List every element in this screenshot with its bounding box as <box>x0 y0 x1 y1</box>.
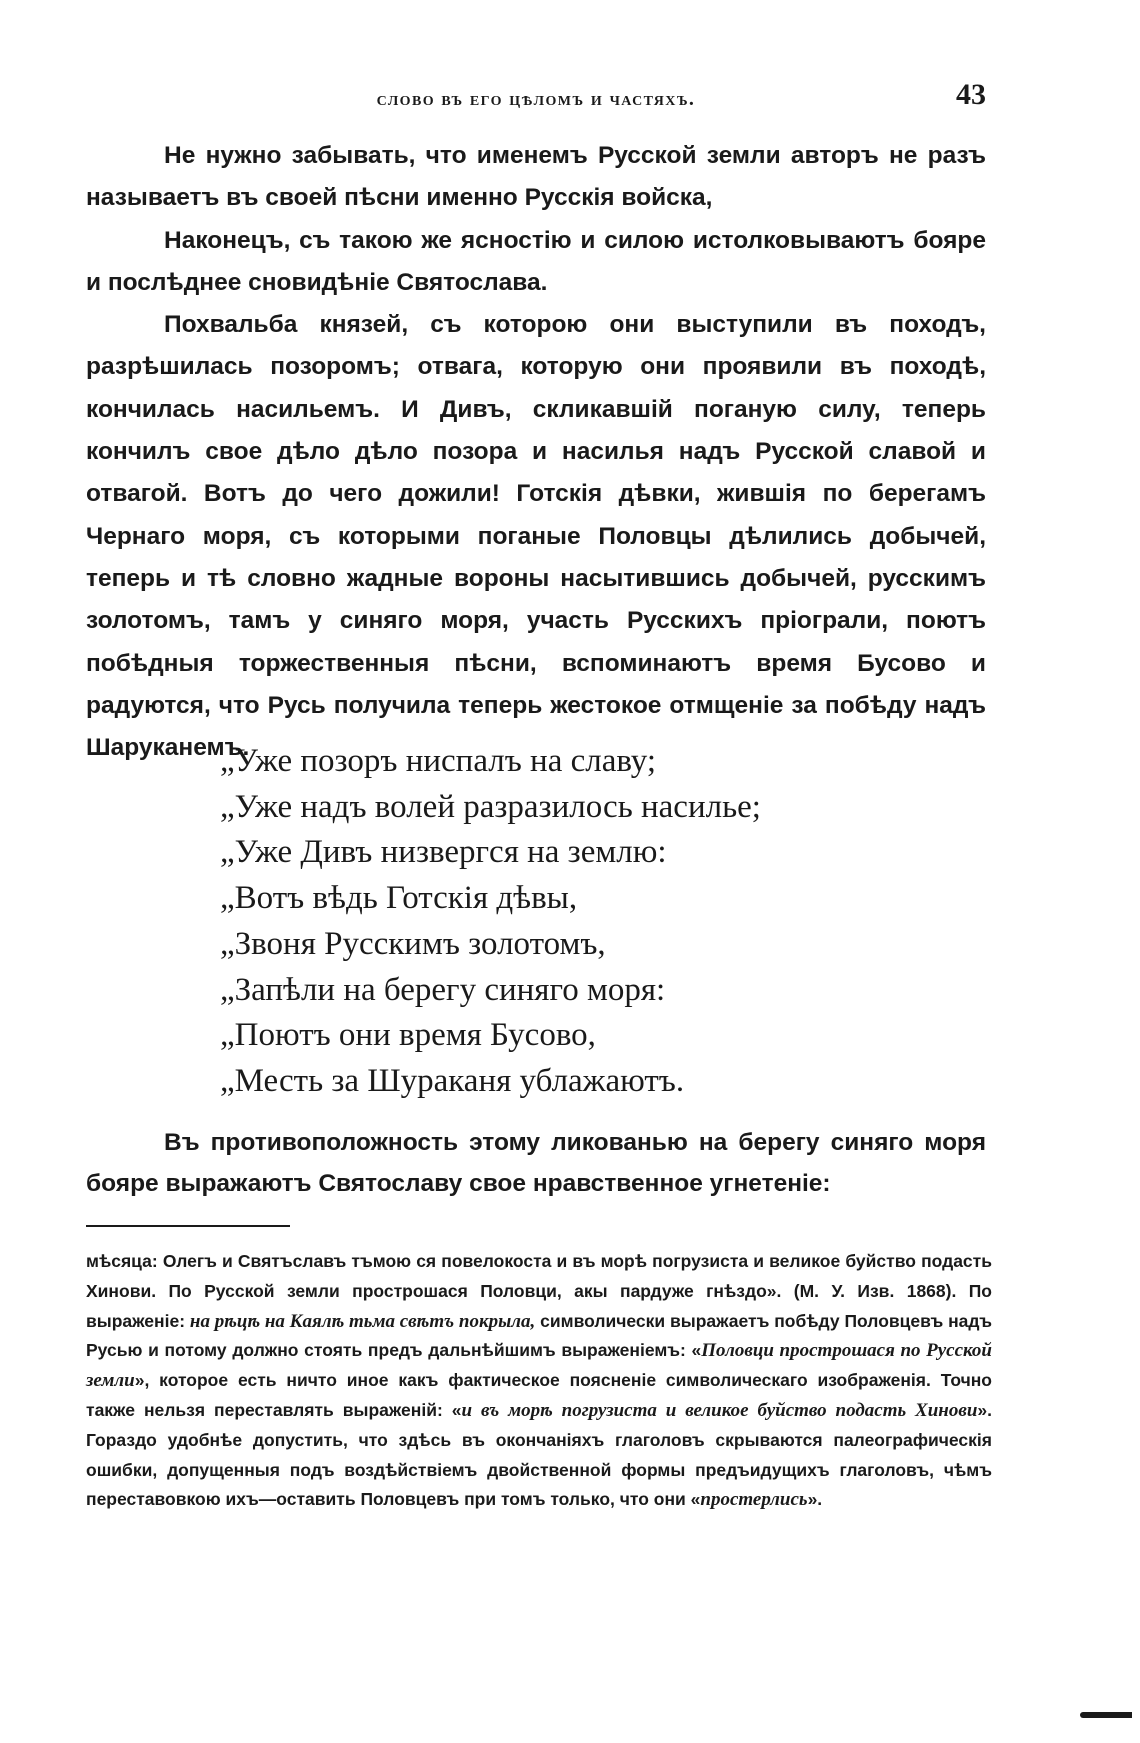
footnote-text <box>86 1247 992 1515</box>
poem-line: „Запѣли на берегу синяго моря: <box>220 971 666 1008</box>
paragraph-3: Похвальба князей, съ которою они выступили въ походъ, разрѣшилась позоромъ; отвага, которую они проявили въ походѣ, кончилась насильемъ. И Дивъ, скликавшій поганую силу, теперь кончилъ свое дѣло дѣло позора и насилья надъ Русской славой и отвагой. Вотъ до чего дожили! Готскія дѣвки, жившія по берегамъ Чернаго моря, съ которыми поганые Половцы дѣлились добычей, теперь и тѣ словно жадные вороны насытившись добычей, русскимъ золотомъ, тамъ у синяго моря, участь Русскихъ пріограли, поютъ побѣдныя торжественныя пѣсни, вспоминаютъ время Бусово и радуются, что Русь получила теперь жестокое отмщеніе за побѣду надъ Шаруканемъ. <box>86 311 986 762</box>
poem-line: „Уже надъ волей разразилось насилье; <box>220 788 761 825</box>
running-header <box>86 78 986 118</box>
footnote-text-part: мѣсяца: Олегъ и Святъславъ тъмою ся повелокоста и въ морѣ погрузиста и великое буйство подасть Хинови. По Русской земли прострошася Половци, акы пардуже гнѣздо». (М. У. Изв. 1868). По выраженіе: <box>86 1251 992 1331</box>
poem-line: „Месть за Шураканя ублажаютъ. <box>220 1062 685 1099</box>
footnote-divider <box>86 1225 290 1227</box>
footnote-text-part: », которое есть ничто иное какъ фактическое поясненіе символическаго изображенія. Точно также нельзя переставлять выраженій: « <box>86 1370 992 1420</box>
footnote <box>86 1247 992 1515</box>
page-number: 43 <box>956 78 986 111</box>
poem-line: „Поютъ они время Бусово, <box>220 1017 596 1054</box>
footnote-text-part: ». <box>807 1489 823 1510</box>
poem-line: „Звоня Русскимъ золотомъ, <box>220 925 606 962</box>
scan-corner-mark <box>1080 1712 1132 1718</box>
closing-text <box>86 1122 986 1204</box>
poem-quotation <box>220 739 940 1105</box>
paragraph-2: Наконецъ, съ такою же ясностію и силою истолковываютъ бояре и послѣднее сновидѣніе Святослава. <box>86 226 986 296</box>
footnote-text-part: символически выражаетъ побѣду Половцевъ надъ Русью и потому должно стоять предъ дальнѣйшимъ выраженіемъ: « <box>86 1310 993 1361</box>
paragraph-1: Не нужно забывать, что именемъ Русской земли авторъ не разъ называетъ въ своей пѣсни именно Русскія войска, <box>86 142 986 212</box>
poem-line: „Уже позоръ ниспалъ на славу; <box>220 743 657 779</box>
poem-line: „Уже Дивъ низвергся на землю: <box>220 834 667 871</box>
footnote-text-part: ». Гораздо удобнѣе допустить, что здѣсь въ окончаніяхъ глаголовъ скрываются палеографическія ошибки, допущенныя подъ воздѣйствіемъ двойственной формы предъидущихъ глаголовъ, чѣмъ переставовкою ихъ—оставить Половцевъ при томъ только, что они « <box>86 1399 992 1510</box>
running-title: слово въ его цѣломъ и частяхъ. <box>376 88 696 110</box>
footnote-italic-phrase: на рѣцѣ на Каялѣ тьма свѣтъ покрыла, <box>189 1310 536 1332</box>
footnote-italic-phrase: простерлись <box>700 1489 808 1511</box>
poem-line: „Вотъ вѣдь Готскія дѣвы, <box>220 880 578 917</box>
main-text <box>86 135 986 769</box>
footnote-italic-phrase: Половци прострошася по Русской земли <box>86 1340 992 1392</box>
closing-paragraph: Въ противоположность этому ликованью на берегу синяго моря бояре выражаютъ Святославу свое нравственное угнетеніе: <box>86 1129 986 1197</box>
footnote-italic-phrase: и въ морѣ погрузиста и великое буйство подасть Хинови <box>461 1399 978 1421</box>
